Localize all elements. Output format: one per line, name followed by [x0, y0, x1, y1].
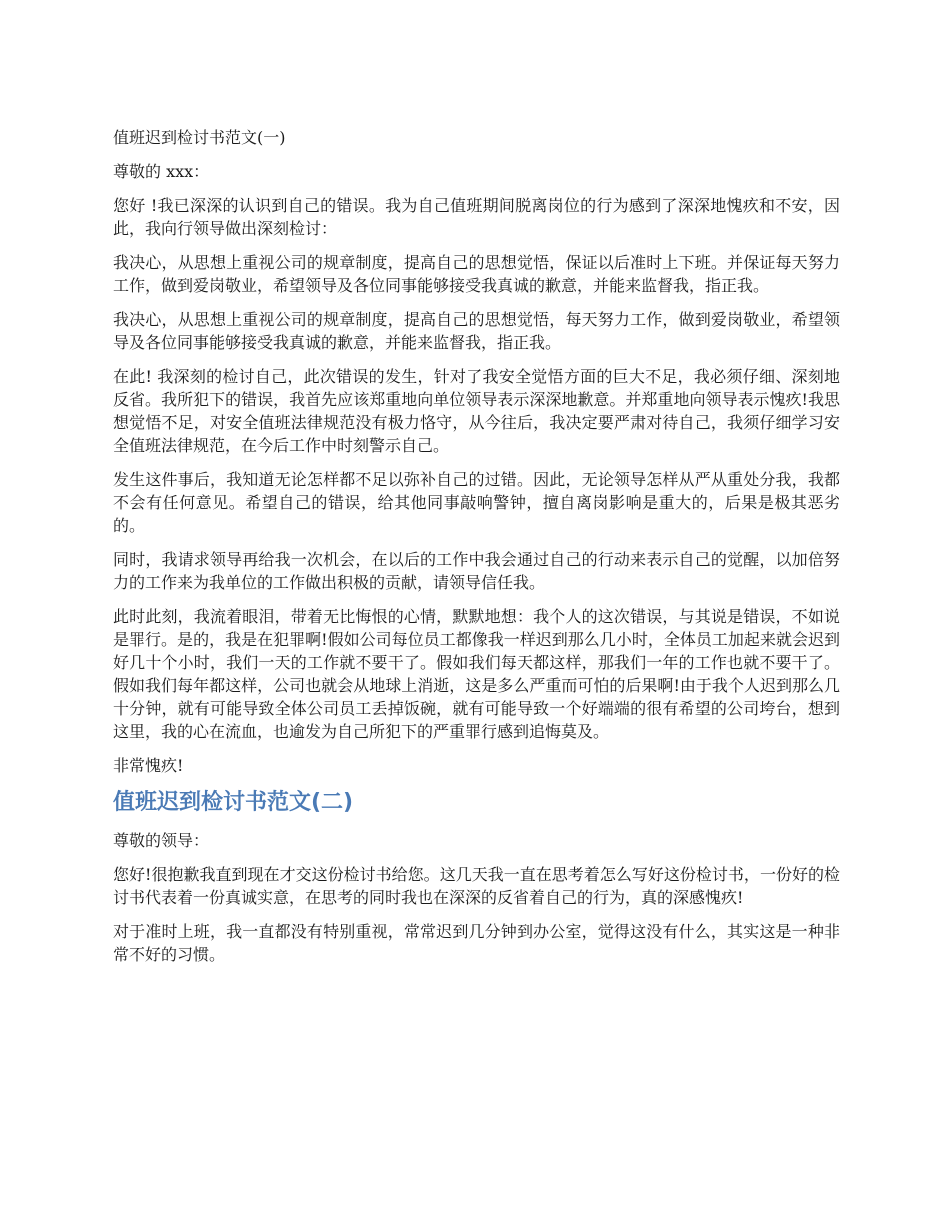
- section-1-title: 值班迟到检讨书范文(一): [113, 128, 286, 147]
- section-1-paragraph: 您好 !我已深深的认识到自己的错误。我为自己值班期间脱离岗位的行为感到了深深地愧疚和不安，因此，我向行领导做出深刻检讨：: [113, 196, 840, 238]
- section-1-paragraph: 发生这件事后，我知道无论怎样都不足以弥补自己的过错。因此，无论领导怎样从严从重处分我，我都不会有任何意见。希望自己的错误，给其他同事敲响警钟，擅自离岗影响是重大的，后果是极其恶劣的。: [113, 470, 840, 535]
- section-1-paragraph: 同时，我请求领导再给我一次机会，在以后的工作中我会通过自己的行动来表示自己的觉醒，以加倍努力的工作来为我单位的工作做出积极的贡献，请领导信任我。: [113, 550, 840, 592]
- document-page: [113, 126, 840, 977]
- section-2-paragraph: 您好!很抱歉我直到现在才交这份检讨书给您。这几天我一直在思考着怎么写好这份检讨书，一份好的检讨书代表着一份真诚实意，在思考的同时我也在深深的反省着自己的行为，真的深感愧疚!: [113, 865, 840, 907]
- section-1-paragraph: 我决心，从思想上重视公司的规章制度，提高自己的思想觉悟，每天努力工作，做到爱岗敬业，希望领导及各位同事能够接受我真诚的歉意，并能来监督我，指正我。: [113, 310, 840, 352]
- section-2-salutation: 尊敬的领导：: [113, 831, 210, 850]
- section-1-closing: 非常愧疚!: [113, 756, 184, 775]
- section-2-heading: 值班迟到检讨书范文(二): [113, 790, 354, 815]
- section-2-paragraph: 对于准时上班，我一直都没有特别重视，常常迟到几分钟到办公室，觉得这没有什么，其实这是一种非常不好的习惯。: [113, 922, 840, 964]
- section-1-salutation: 尊敬的 xxx：: [113, 162, 210, 181]
- section-1-paragraph: 我决心，从思想上重视公司的规章制度，提高自己的思想觉悟，保证以后准时上下班。并保证每天努力工作，做到爱岗敬业，希望领导及各位同事能够接受我真诚的歉意，并能来监督我，指正我。: [113, 253, 840, 295]
- section-1-paragraph: 此时此刻，我流着眼泪，带着无比悔恨的心情，默默地想：我个人的这次错误，与其说是错误，不如说是罪行。是的，我是在犯罪啊!假如公司每位员工都像我一样迟到那么几小时，全体员工加起来就会迟到好几十个小时，我们一天的工作就不要干了。假如我们每天都这样，那我们一年的工作也就不要干了。假如我们每年都这样，公司也就会从地球上消逝，这是多么严重而可怕的后果啊!由于我个人迟到那么几十分钟，就有可能导致全体公司员工丢掉饭碗，就有可能导致一个好端端的很有希望的公司垮台，想到这里，我的心在流血，也逾发为自己所犯下的严重罪行感到追悔莫及。: [113, 607, 840, 741]
- section-1-paragraph: 在此! 我深刻的检讨自己，此次错误的发生，针对了我安全觉悟方面的巨大不足，我必须仔细、深刻地反省。我所犯下的错误，我首先应该郑重地向单位领导表示深深地歉意。并郑重地向领导表示愧疚!我思想觉悟不足，对安全值班法律规范没有极力恪守，从今往后，我决定要严肃对待自己，我须仔细学习安全值班法律规范，在今后工作中时刻警示自己。: [113, 367, 840, 455]
